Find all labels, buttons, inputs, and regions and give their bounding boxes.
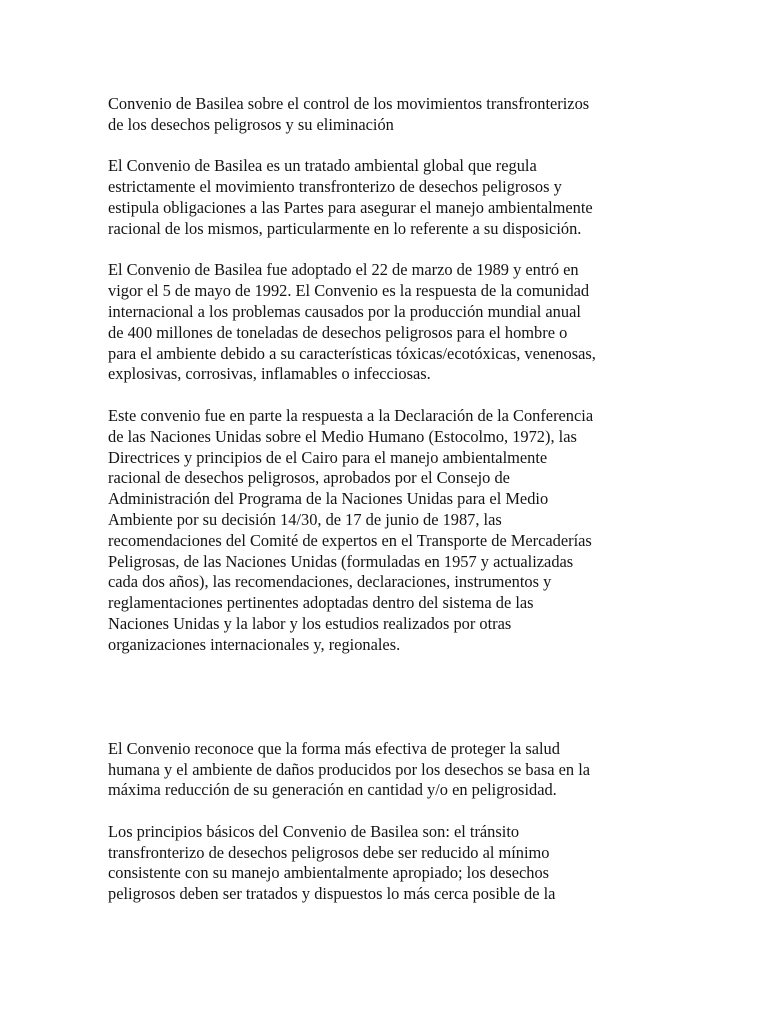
text-line: Administración del Programa de la Naciones Unidas para el Medio	[108, 489, 549, 509]
text-line: Peligrosas, de las Naciones Unidas (formuladas en 1957 y actualizadas	[108, 551, 574, 571]
document-title	[108, 94, 668, 136]
text-line: vigor el 5 de mayo de 1992. El Convenio es la respuesta de la comunidad	[108, 281, 590, 301]
text-line: internacional a los problemas causados por la producción mundial anual	[108, 301, 581, 321]
text-line: El Convenio de Basilea es un tratado ambiental global que regula	[108, 156, 537, 176]
text-line: máxima reducción de su generación en cantidad y/o en peligrosidad.	[108, 780, 557, 800]
text-line: estipula obligaciones a las Partes para asegurar el manejo ambientalmente	[108, 197, 593, 217]
paragraph-recognition	[108, 739, 668, 801]
section-gap	[108, 656, 668, 739]
paragraph-background	[108, 406, 668, 656]
text-line: recomendaciones del Comité de expertos en el Transporte de Mercaderías	[108, 530, 592, 550]
text-line: reglamentaciones pertinentes adoptadas dentro del sistema de las	[108, 593, 534, 613]
paragraph-adoption	[108, 260, 668, 385]
text-line: Este convenio fue en parte la respuesta a la Declaración de la Conferencia	[108, 405, 594, 425]
text-line: transfronterizo de desechos peligrosos debe ser reducido al mínimo	[108, 842, 550, 862]
paragraph-definition	[108, 156, 668, 239]
text-line: consistente con su manejo ambientalmente apropiado; los desechos	[108, 863, 550, 883]
paragraph-gap	[108, 801, 668, 822]
text-line: Directrices y principios de el Cairo para el manejo ambientalmente	[108, 447, 548, 467]
text-line: Naciones Unidas y la labor y los estudios realizados por otras	[108, 613, 512, 633]
text-line: Ambiente por su decisión 14/30, de 17 de junio de 1987, las	[108, 509, 502, 529]
text-line: El Convenio reconoce que la forma más efectiva de proteger la salud	[108, 738, 560, 758]
text-line: racional de los mismos, particularmente en lo referente a su disposición.	[108, 218, 582, 238]
text-line: cada dos años), las recomendaciones, declaraciones, instrumentos y	[108, 572, 552, 592]
text-line: estrictamente el movimiento transfronterizo de desechos peligrosos y	[108, 177, 562, 197]
paragraph-gap	[108, 240, 668, 261]
text-line: explosivas, corrosivas, inflamables o infecciosas.	[108, 364, 431, 384]
text-line: de 400 millones de toneladas de desechos peligrosos para el hombre o	[108, 322, 568, 342]
title-line: de los desechos peligrosos y su eliminación	[108, 114, 394, 134]
text-line: Los principios básicos del Convenio de Basilea son: el tránsito	[108, 821, 520, 841]
paragraph-principles	[108, 822, 668, 905]
paragraph-gap	[108, 385, 668, 406]
paragraph-gap	[108, 136, 668, 157]
text-line: de las Naciones Unidas sobre el Medio Humano (Estocolmo, 1972), las	[108, 426, 577, 446]
text-line: racional de desechos peligrosos, aprobados por el Consejo de	[108, 468, 510, 488]
text-line: peligrosos deben ser tratados y dispuestos lo más cerca posible de la	[108, 884, 556, 904]
title-line: Convenio de Basilea sobre el control de los movimientos transfronterizos	[108, 94, 590, 113]
text-line: organizaciones internacionales y, regionales.	[108, 634, 401, 654]
text-line: humana y el ambiente de daños producidos por los desechos se basa en la	[108, 759, 591, 779]
document-page	[108, 94, 668, 905]
text-line: para el ambiente debido a su características tóxicas/ecotóxicas, venenosas,	[108, 343, 596, 363]
text-line: El Convenio de Basilea fue adoptado el 22 de marzo de 1989 y entró en	[108, 260, 579, 280]
